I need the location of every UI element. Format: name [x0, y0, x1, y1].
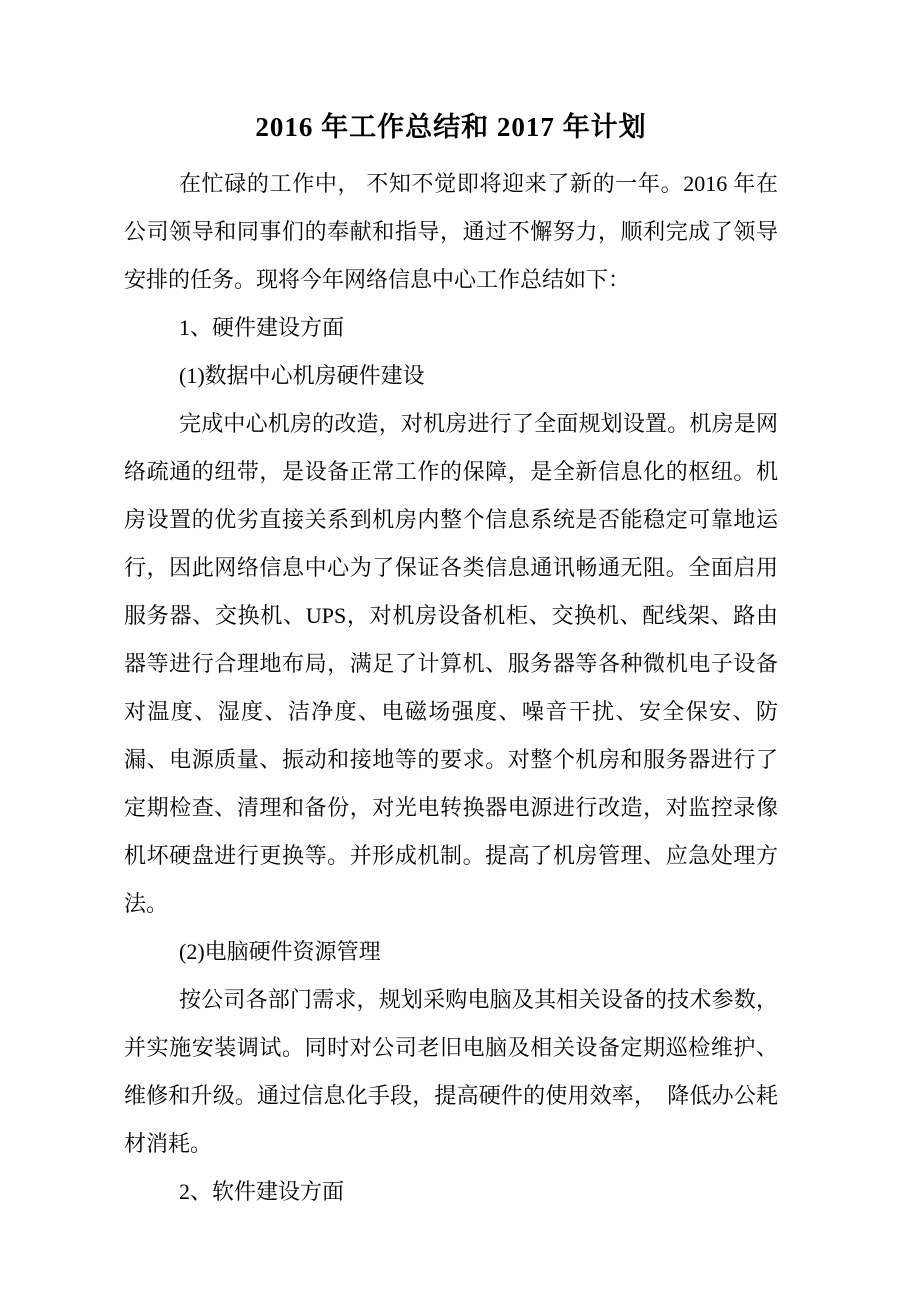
- subsection-heading-datacenter: (1)数据中心机房硬件建设: [179, 363, 425, 388]
- paragraph-datacenter-detail: 完成中心机房的改造，对机房进行了全面规划设置。机房是网络疏通的纽带，是设备正常工作的保障，是全新信息化的枢纽。机房设置的优劣直接关系到机房内整个信息系统是否能稳定可靠地运行，因此网络信息中心为了保证各类信息通讯畅通无阻。全面启用服务器、交换机、UPS，对机房设备机柜、交换机、配线架、路由器等进行合理地布局，满足了计算机、服务器等各种微机电子设备对温度、湿度、洁净度、电磁场强度、噪音干扰、安全保安、防漏、电源质量、振动和接地等的要求。对整个机房和服务器进行了定期检查、清理和备份，对光电转换器电源进行改造，对监控录像机坏硬盘进行更换等。并形成机制。提高了机房管理、应急处理方法。: [124, 411, 778, 916]
- paragraph-pc-resources-detail: 按公司各部门需求，规划采购电脑及其相关设备的技术参数，并实施安装调试。同时对公司老旧电脑及相关设备定期巡检维护、维修和升级。通过信息化手段，提高硬件的使用效率， 降低办公耗材消耗。: [124, 987, 778, 1156]
- document-title: 2016 年工作总结和 2017 年计划: [255, 112, 647, 142]
- section-heading-hardware: 1、硬件建设方面: [179, 315, 345, 340]
- paragraph-intro: 在忙碌的工作中， 不知不觉即将迎来了新的一年。2016 年在公司领导和同事们的奉献和指导，通过不懈努力，顺利完成了领导安排的任务。现将今年网络信息中心工作总结如下：: [124, 171, 778, 292]
- section-heading-software: 2、软件建设方面: [179, 1179, 345, 1204]
- subsection-heading-pc-resources: (2)电脑硬件资源管理: [179, 939, 381, 964]
